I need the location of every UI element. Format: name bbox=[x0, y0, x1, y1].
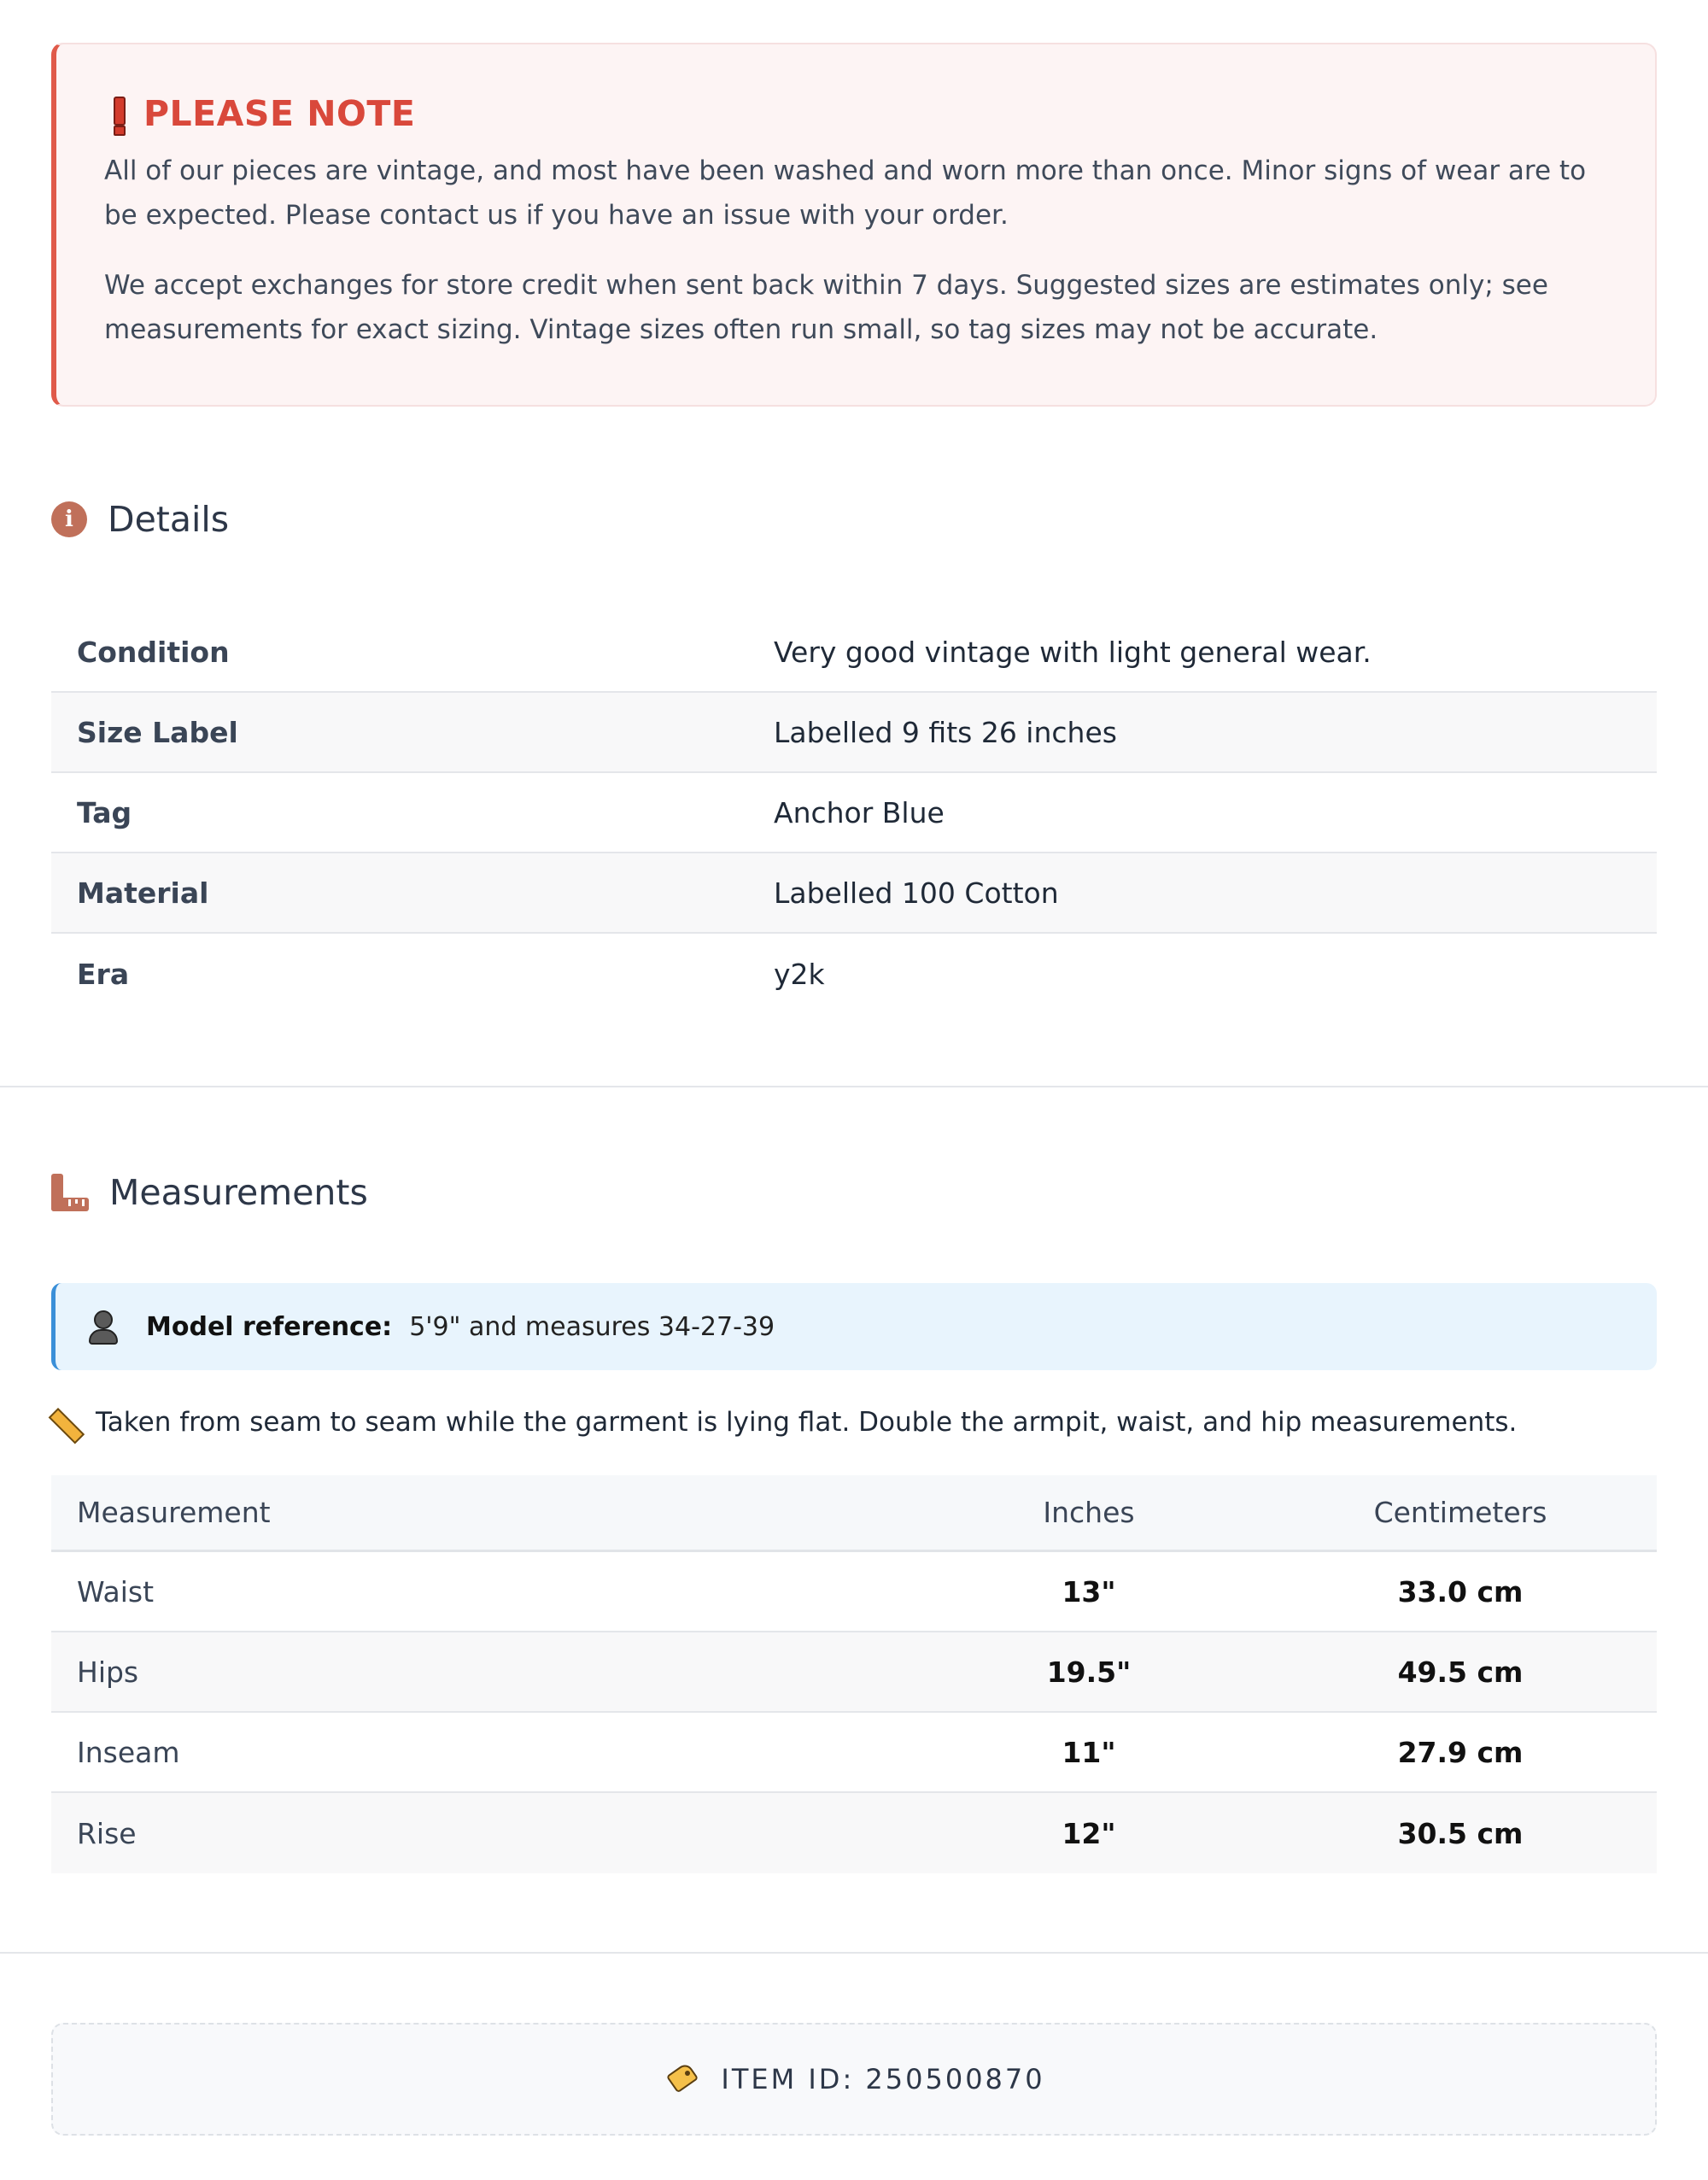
details-row-material bbox=[51, 853, 1657, 934]
table-row bbox=[51, 1552, 1657, 1632]
column-header-measurement: Measurement bbox=[77, 1496, 271, 1529]
column-header-inches: Inches bbox=[1043, 1496, 1135, 1529]
measurement-name: Inseam bbox=[77, 1735, 180, 1769]
measurement-cm: 33.0 cm bbox=[1397, 1574, 1524, 1609]
item-id: ITEM ID: 250500870 bbox=[721, 2063, 1045, 2095]
item-id-box bbox=[51, 2023, 1657, 2136]
details-table bbox=[51, 612, 1657, 1014]
column-header-centimeters: Centimeters bbox=[1373, 1496, 1547, 1529]
exclamation-icon bbox=[104, 95, 132, 132]
model-reference-value: 5'9" and measures 34-27-39 bbox=[409, 1311, 775, 1342]
please-note-box bbox=[51, 43, 1657, 407]
please-note-paragraph-2: We accept exchanges for store credit when sent back within 7 days. Suggested sizes are estimates only; see measurements for exact sizing. Vintage sizes often run small, so tag sizes may not be accurate. bbox=[104, 270, 1548, 345]
table-row bbox=[51, 1632, 1657, 1713]
details-label: Material bbox=[77, 876, 209, 910]
measurement-name: Waist bbox=[77, 1574, 155, 1609]
measurement-inches: 12" bbox=[1062, 1816, 1116, 1850]
details-value: y2k bbox=[774, 957, 825, 991]
measurement-note bbox=[51, 1406, 1517, 1439]
measurements-heading bbox=[51, 1172, 368, 1213]
table-row bbox=[51, 1713, 1657, 1793]
measurements-table bbox=[51, 1475, 1657, 1873]
measurements-table-header bbox=[51, 1475, 1657, 1552]
person-icon bbox=[86, 1309, 120, 1345]
details-row-era bbox=[51, 934, 1657, 1014]
details-label: Size Label bbox=[77, 715, 238, 749]
details-value: Very good vintage with light general wear. bbox=[774, 635, 1372, 669]
section-divider bbox=[0, 1086, 1708, 1087]
please-note-title: PLEASE NOTE bbox=[143, 93, 416, 134]
please-note-paragraph-1: All of our pieces are vintage, and most have been washed and worn more than once. Minor signs of wear are to be expected. Please contact us if you have an issue with your order. bbox=[104, 155, 1587, 231]
details-row-tag bbox=[51, 773, 1657, 853]
details-label: Era bbox=[77, 957, 130, 991]
measurement-note-text: Taken from seam to seam while the garment is lying flat. Double the armpit, waist, and hip measurements. bbox=[96, 1407, 1518, 1438]
details-value: Labelled 100 Cotton bbox=[774, 876, 1059, 910]
model-reference-label: Model reference: bbox=[146, 1311, 393, 1342]
measurement-name: Rise bbox=[77, 1816, 137, 1850]
measurement-inches: 13" bbox=[1062, 1574, 1116, 1609]
measurements-title: Measurements bbox=[109, 1172, 368, 1213]
info-icon: i bbox=[51, 501, 87, 537]
measurement-cm: 49.5 cm bbox=[1397, 1655, 1524, 1689]
details-title: Details bbox=[108, 499, 230, 540]
please-note-header bbox=[104, 92, 1606, 135]
measurement-name: Hips bbox=[77, 1655, 139, 1689]
details-row-condition bbox=[51, 612, 1657, 693]
details-label: Condition bbox=[77, 635, 230, 669]
measurement-cm: 30.5 cm bbox=[1397, 1816, 1524, 1850]
details-heading bbox=[51, 499, 229, 540]
section-divider bbox=[0, 1952, 1708, 1954]
ruler-icon bbox=[51, 1174, 89, 1211]
pencil-icon bbox=[51, 1406, 84, 1439]
details-value: Anchor Blue bbox=[774, 795, 945, 829]
details-label: Tag bbox=[77, 795, 132, 829]
details-value: Labelled 9 fits 26 inches bbox=[774, 715, 1117, 749]
measurement-inches: 19.5" bbox=[1046, 1655, 1132, 1689]
model-reference-box bbox=[51, 1283, 1657, 1370]
measurement-inches: 11" bbox=[1062, 1735, 1116, 1769]
table-row bbox=[51, 1793, 1657, 1873]
details-row-size-label bbox=[51, 693, 1657, 773]
measurement-cm: 27.9 cm bbox=[1397, 1735, 1524, 1769]
tag-icon bbox=[663, 2062, 700, 2096]
